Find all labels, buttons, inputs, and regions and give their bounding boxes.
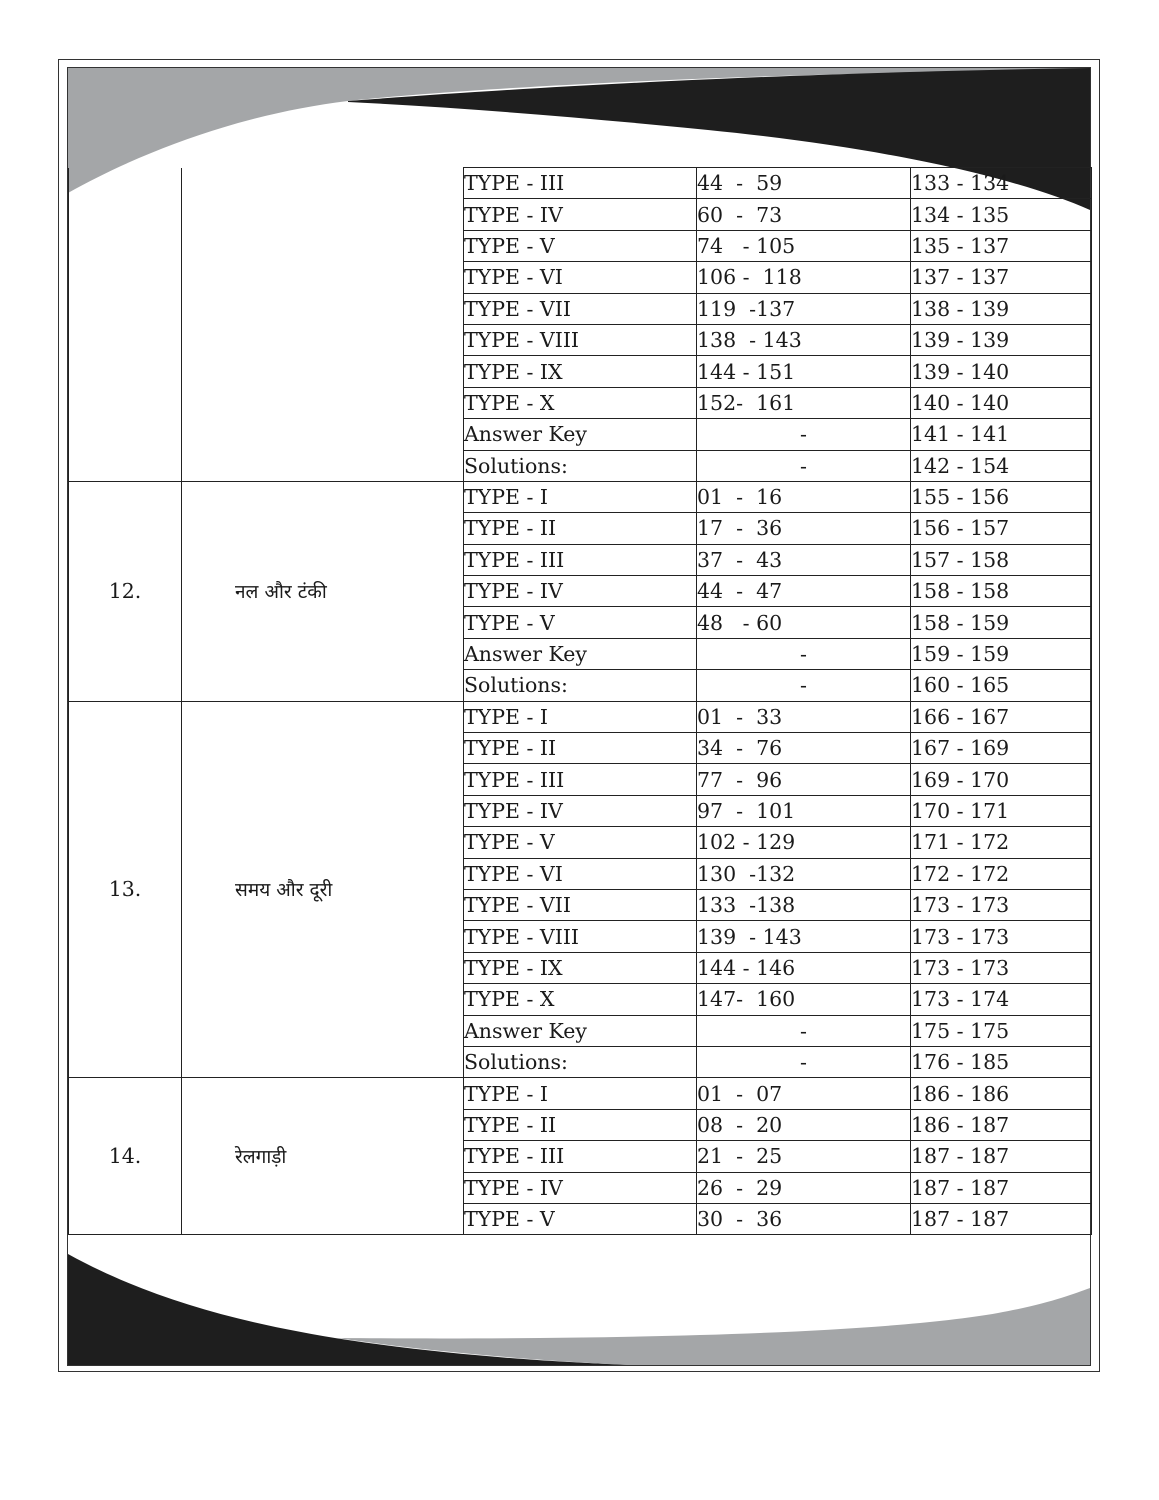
question-range-cell: 133 -138 [697,889,911,920]
type-cell: TYPE - VI [464,262,697,293]
question-range-cell: - [697,1046,911,1077]
table-row [69,168,1092,199]
question-range-cell: 74 - 105 [697,230,911,261]
question-range-cell: 01 - 16 [697,481,911,512]
question-range-cell: 26 - 29 [697,1172,911,1203]
page-range-cell: 157 - 158 [911,544,1092,575]
page-range-cell: 186 - 186 [911,1078,1092,1109]
page-range-cell: 170 - 171 [911,795,1092,826]
type-cell: TYPE - IV [464,1172,697,1203]
type-cell: TYPE - V [464,1203,697,1234]
table-row [69,701,1092,732]
type-cell: TYPE - VIII [464,324,697,355]
page-range-cell: 133 - 134 [911,168,1092,199]
question-range-cell: 34 - 76 [697,733,911,764]
page-range-cell: 156 - 157 [911,513,1092,544]
chapter-number: 14. [69,1078,182,1235]
page-range-cell: 173 - 173 [911,921,1092,952]
question-range-cell: 01 - 33 [697,701,911,732]
page-range-cell: 167 - 169 [911,733,1092,764]
type-cell: TYPE - VI [464,858,697,889]
page-range-cell: 172 - 172 [911,858,1092,889]
type-cell: TYPE - I [464,1078,697,1109]
chapter-title-cell [182,168,464,482]
page-range-cell: 139 - 140 [911,356,1092,387]
question-range-cell: 119 -137 [697,293,911,324]
question-range-cell: 102 - 129 [697,827,911,858]
chapter-title-cell [182,701,464,1078]
question-range-cell: 44 - 47 [697,576,911,607]
type-cell: TYPE - III [464,1141,697,1172]
question-range-cell: 106 - 118 [697,262,911,293]
question-range-cell: 48 - 60 [697,607,911,638]
page-range-cell: 173 - 173 [911,952,1092,983]
page-range-cell: 176 - 185 [911,1046,1092,1077]
question-range-cell: 21 - 25 [697,1141,911,1172]
page-range-cell: 141 - 141 [911,419,1092,450]
question-range-cell: 147- 160 [697,984,911,1015]
type-cell: TYPE - VII [464,889,697,920]
chapter-title: रेलगाड़ी [235,1146,287,1169]
type-cell: TYPE - V [464,607,697,638]
page-range-cell: 158 - 159 [911,607,1092,638]
chapter-title: नल और टंकी [235,581,327,604]
type-cell: TYPE - I [464,701,697,732]
page-range-cell: 142 - 154 [911,450,1092,481]
question-range-cell: - [697,638,911,669]
question-range-cell: 77 - 96 [697,764,911,795]
type-cell: TYPE - I [464,481,697,512]
question-range-cell: 37 - 43 [697,544,911,575]
question-range-cell: - [697,1015,911,1046]
type-cell: TYPE - II [464,1109,697,1140]
type-cell: TYPE - VIII [464,921,697,952]
type-cell: Answer Key [464,638,697,669]
chapter-number-cell [69,168,182,482]
question-range-cell: 30 - 36 [697,1203,911,1234]
page-range-cell: 138 - 139 [911,293,1092,324]
question-range-cell: 144 - 151 [697,356,911,387]
type-cell: TYPE - X [464,984,697,1015]
type-cell: TYPE - IV [464,795,697,826]
chapter-number: 12. [69,481,182,701]
question-range-cell: 60 - 73 [697,199,911,230]
page-range-cell: 187 - 187 [911,1141,1092,1172]
table-row [69,1078,1092,1109]
chapter-title-cell [182,481,464,701]
question-range-cell: 44 - 59 [697,168,911,199]
page-range-cell: 139 - 139 [911,324,1092,355]
question-range-cell: 138 - 143 [697,324,911,355]
page-range-cell: 140 - 140 [911,387,1092,418]
question-range-cell: - [697,419,911,450]
page-range-cell: 160 - 165 [911,670,1092,701]
page-range-cell: 155 - 156 [911,481,1092,512]
page-range-cell: 187 - 187 [911,1172,1092,1203]
page-range-cell: 173 - 173 [911,889,1092,920]
question-range-cell: 130 -132 [697,858,911,889]
type-cell: TYPE - IV [464,199,697,230]
type-cell: TYPE - III [464,764,697,795]
question-range-cell: 08 - 20 [697,1109,911,1140]
page-range-cell: 186 - 187 [911,1109,1092,1140]
question-range-cell: 17 - 36 [697,513,911,544]
question-range-cell: 144 - 146 [697,952,911,983]
question-range-cell: 97 - 101 [697,795,911,826]
question-range-cell: - [697,670,911,701]
page-range-cell: 137 - 137 [911,262,1092,293]
type-cell: Answer Key [464,1015,697,1046]
type-cell: TYPE - IX [464,356,697,387]
page-range-cell: 171 - 172 [911,827,1092,858]
type-cell: Solutions: [464,670,697,701]
question-range-cell: 139 - 143 [697,921,911,952]
type-cell: Answer Key [464,419,697,450]
type-cell: Solutions: [464,450,697,481]
page-range-cell: 169 - 170 [911,764,1092,795]
type-cell: TYPE - V [464,230,697,261]
type-cell: TYPE - VII [464,293,697,324]
page-range-cell: 159 - 159 [911,638,1092,669]
type-cell: TYPE - III [464,168,697,199]
type-cell: TYPE - II [464,733,697,764]
type-cell: TYPE - IV [464,576,697,607]
page-range-cell: 166 - 167 [911,701,1092,732]
page-range-cell: 135 - 137 [911,230,1092,261]
type-cell: TYPE - III [464,544,697,575]
page-range-cell: 134 - 135 [911,199,1092,230]
chapter-title: समय और दूरी [235,879,333,902]
chapter-number: 13. [69,701,182,1078]
chapter-title-cell [182,1078,464,1235]
contents-table [68,167,1092,1235]
table-row [69,481,1092,512]
type-cell: Solutions: [464,1046,697,1077]
page-range-cell: 187 - 187 [911,1203,1092,1234]
type-cell: TYPE - V [464,827,697,858]
type-cell: TYPE - IX [464,952,697,983]
question-range-cell: 01 - 07 [697,1078,911,1109]
question-range-cell: - [697,450,911,481]
question-range-cell: 152- 161 [697,387,911,418]
page-range-cell: 175 - 175 [911,1015,1092,1046]
page-range-cell: 158 - 158 [911,576,1092,607]
type-cell: TYPE - X [464,387,697,418]
type-cell: TYPE - II [464,513,697,544]
page-range-cell: 173 - 174 [911,984,1092,1015]
